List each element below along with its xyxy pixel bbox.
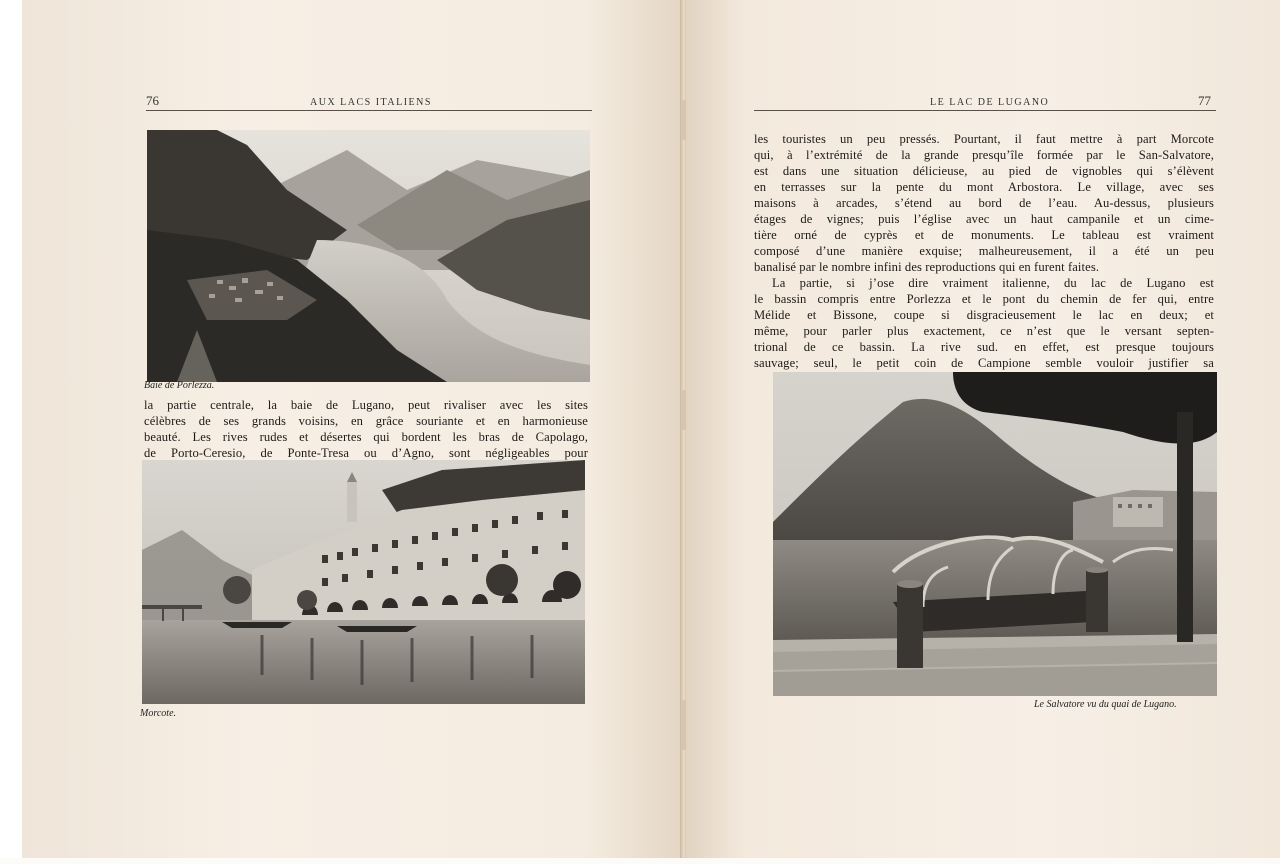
right-text-line-15: sauvage; seul, le petit coin de Campione semble vouloir justifier sa [754, 356, 1214, 370]
left-header-rule [146, 110, 592, 111]
morcote-image [142, 460, 585, 704]
left-text-line-1: la partie centrale, la baie de Lugano, peut rivaliser avec les sites [144, 398, 588, 412]
photo-morcote [142, 460, 585, 704]
salvatore-image [773, 372, 1217, 696]
right-page [686, 0, 1280, 864]
right-running-head: LE LAC DE LUGANO [930, 97, 1050, 108]
background-margin [0, 0, 22, 864]
right-text-line-3: est dans une situation délicieuse, au pied de vignobles qui s’élèvent [754, 164, 1214, 178]
right-text-line-14: trional de ce bassin. La rive sud. en effet, est presque toujours [754, 340, 1214, 354]
right-text-line-9: banalisé par le nombre infini des reproductions qui en furent faites. [754, 260, 1100, 274]
left-folio: 76 [146, 93, 159, 108]
right-text-line-4: en terrasses sur la pente du mont Arbostora. Le village, avec ses [754, 180, 1214, 194]
right-text-line-10: La partie, si j’ose dire vraiment italienne, du lac de Lugano est [772, 276, 1214, 290]
page-bottom-edge [0, 858, 1280, 864]
right-text-line-7: tière orné de cyprès et de monuments. Le tableau est vraiment [754, 228, 1214, 242]
right-text-line-12: Mélide et Bissone, coupe si disgracieusement le lac en deux; et [754, 308, 1214, 322]
right-text-line-13: même, pour parler plus exactement, ce n’est que le versant septen- [754, 324, 1214, 338]
photo-baie-de-porlezza [147, 130, 590, 382]
left-text-line-3: beauté. Les rives rudes et désertes qui bordent les bras de Capolago, [144, 430, 588, 444]
left-running-head: AUX LACS ITALIENS [310, 97, 432, 108]
right-text-line-11: le bassin compris entre Porlezza et le pont du chemin de fer qui, entre [754, 292, 1214, 306]
caption-baie-de-porlezza: Baie de Porlezza. [144, 380, 215, 391]
caption-le-salvatore: Le Salvatore vu du quai de Lugano. [1034, 699, 1177, 710]
right-text-line-6: étages de vignes; puis l’église avec un haut campanile et un cime- [754, 212, 1214, 226]
right-text-line-2: qui, à l’extrémité de la grande presqu’île formée par le San-Salvatore, [754, 148, 1214, 162]
right-text-line-5: maisons à arcades, s’étend au bord de l’eau. Au-dessus, plusieurs [754, 196, 1214, 210]
right-folio: 77 [1198, 93, 1211, 108]
left-page [22, 0, 682, 864]
right-text-line-1: les touristes un peu pressés. Pourtant, il faut mettre à part Morcote [754, 132, 1214, 146]
right-text-line-8: composé d’une manière exquise; malheureusement, il a été un peu [754, 244, 1214, 258]
caption-morcote: Morcote. [140, 708, 177, 719]
right-header-rule [754, 110, 1216, 111]
left-text-line-2: célèbres de ses grands voisins, en grâce souriante et en harmonieuse [144, 414, 588, 428]
porlezza-image [147, 130, 590, 382]
left-text-line-4: de Porto-Ceresio, de Ponte-Tresa ou d’Agno, sont négligeables pour [144, 446, 588, 460]
photo-le-salvatore [773, 372, 1217, 696]
